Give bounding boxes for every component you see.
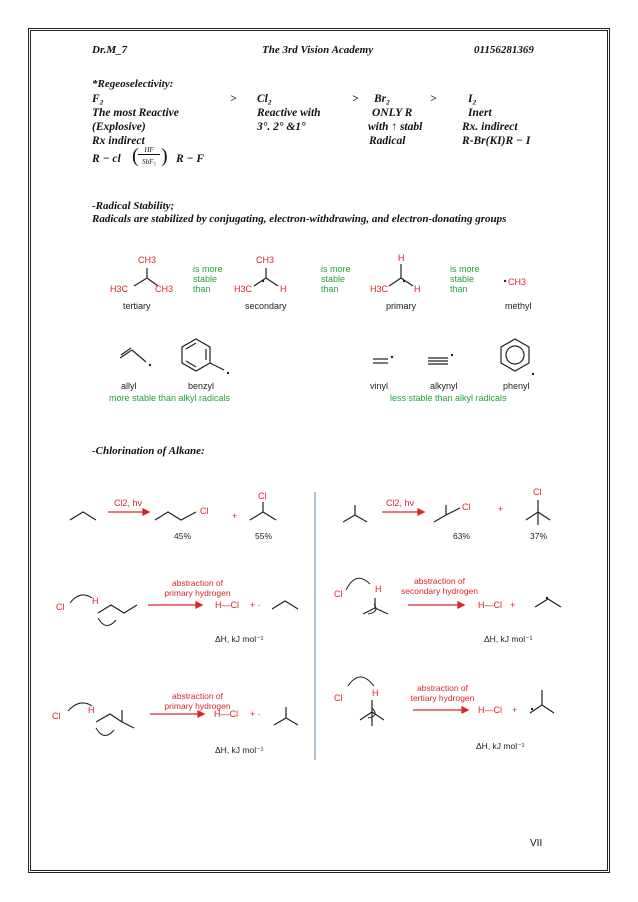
atom-h: H	[372, 688, 379, 698]
label-phenyl: phenyl	[503, 381, 530, 391]
gt-3: >	[430, 93, 437, 105]
plus-sign: +	[512, 705, 518, 715]
product-hcl: H—Cl	[215, 600, 239, 610]
atom-ch3: CH3	[138, 255, 157, 265]
more-stable-than-alkyl: more stable than alkyl radicals	[109, 393, 231, 403]
atom-methyl: CH3	[508, 277, 527, 287]
less-stable-than-alkyl: less stable than alkyl radicals	[390, 393, 507, 403]
f2-line4-left: R − cl	[92, 153, 121, 165]
abstraction-primary-2: abstraction of primary hydrogen	[164, 691, 231, 711]
label-allyl: allyl	[121, 381, 137, 391]
yield-37: 37%	[530, 531, 548, 541]
plus-sign: +	[510, 600, 516, 610]
plus-1: +	[232, 511, 238, 521]
1-chloropropane	[155, 512, 196, 520]
bond	[134, 278, 147, 286]
i2-line3: R-Br(KI)R − I	[462, 135, 531, 147]
bond	[132, 350, 146, 362]
label-secondary: secondary	[245, 301, 287, 311]
br2-line2: with ↑ stabl	[368, 121, 423, 133]
cl2-line2: 3°. 2° &1°	[257, 121, 306, 133]
atom-h: H	[414, 284, 421, 294]
cl2-line1: Reactive with	[257, 107, 321, 119]
br2-line1: ONLY R	[372, 107, 413, 119]
label-alkynyl: alkynyl	[430, 381, 458, 391]
f2-line1: The most Reactive	[92, 107, 179, 119]
bond	[210, 363, 224, 370]
product-cl: Cl	[462, 502, 471, 512]
atom-h: H	[398, 253, 405, 263]
f2-line3: Rx indirect	[92, 135, 145, 147]
yield-55: 55%	[255, 531, 273, 541]
more-stable-3: is more stable than	[450, 264, 480, 294]
product-hcl: H—Cl	[478, 600, 502, 610]
regio-title: *Regeoselectivity:	[92, 78, 174, 90]
paren-left: (	[132, 145, 139, 167]
paren-right: )	[161, 145, 168, 167]
cl-radical: Cl	[56, 602, 65, 612]
product-cl: Cl	[200, 506, 209, 516]
isopropyl-radical	[535, 599, 561, 607]
product-cl: Cl	[258, 491, 267, 501]
plus-dot: + ·	[250, 709, 261, 719]
i2-name: I₂	[468, 93, 477, 105]
chlorination-title: -Chlorination of Alkane:	[92, 445, 205, 457]
f2-name: F₂	[92, 93, 104, 105]
i2-line1: Inert	[468, 107, 492, 119]
delta-h: ΔH, kJ mol⁻¹	[215, 745, 264, 755]
delta-h: ΔH, kJ mol⁻¹	[484, 634, 533, 644]
atom-h3c: H3C	[234, 284, 253, 294]
gt-2: >	[352, 93, 359, 105]
2-chloropropane	[250, 512, 276, 520]
atom-ch3: CH3	[256, 255, 275, 265]
label-methyl: methyl	[505, 301, 532, 311]
i2-line2: Rx. indirect	[462, 121, 518, 133]
cl-radical: Cl	[52, 711, 61, 721]
bond	[254, 278, 266, 286]
product-hcl: H—Cl	[214, 709, 238, 719]
atom-h: H	[280, 284, 287, 294]
atom-h: H	[88, 705, 95, 715]
cl-radical: Cl	[334, 693, 343, 703]
abstraction-primary-1: abstraction of primary hydrogen	[164, 578, 231, 598]
page-number: VII	[530, 838, 543, 849]
br2-name: Br₂	[374, 93, 391, 105]
cl-radical: Cl	[334, 589, 343, 599]
radical-subtitle: Radicals are stabilized by conjugating, electron-withdrawing, and electron-donating groups	[92, 213, 507, 225]
atom-h: H	[375, 584, 382, 594]
product-hcl: H—Cl	[478, 705, 502, 715]
bond	[389, 278, 401, 286]
f2-catalyst-top: HF	[138, 146, 160, 155]
plus-2: +	[498, 504, 504, 514]
label-tertiary: tertiary	[123, 301, 151, 311]
yield-63: 63%	[453, 531, 471, 541]
more-stable-2: is more stable than	[321, 264, 351, 294]
propane	[70, 512, 96, 520]
yield-45: 45%	[174, 531, 192, 541]
cl2-name: Cl₂	[257, 93, 272, 105]
abstraction-tertiary: abstraction of tertiary hydrogen	[410, 683, 475, 703]
f2-catalyst-bottom: SbF₅	[142, 158, 156, 166]
header-author: Dr.M_7	[92, 44, 128, 56]
atom-h3c: H3C	[110, 284, 129, 294]
atom-h3c: H3C	[370, 284, 389, 294]
bond	[266, 278, 278, 286]
reagent-1: Cl2, hν	[114, 498, 143, 508]
radical-title: -Radical Stability;	[92, 200, 175, 212]
product-cl: Cl	[533, 487, 542, 497]
label-primary: primary	[386, 301, 417, 311]
label-benzyl: benzyl	[188, 381, 215, 391]
benzene-ring	[501, 339, 529, 371]
abstraction-secondary: abstraction of secondary hydrogen	[400, 576, 479, 596]
gt-1: >	[230, 93, 237, 105]
delta-h: ΔH, kJ mol⁻¹	[215, 634, 264, 644]
propyl-radical	[272, 601, 298, 609]
header-phone: 01156281369	[474, 44, 534, 56]
delta-h: ΔH, kJ mol⁻¹	[476, 741, 525, 751]
more-stable-1: is more stable than	[193, 264, 223, 294]
label-vinyl: vinyl	[370, 381, 389, 391]
plus-dot: + ·	[250, 600, 261, 610]
br2-line3: Radical	[369, 135, 406, 147]
f2-line4-right: R − F	[176, 153, 205, 165]
atom-h: H	[92, 596, 99, 606]
reagent-2: Cl2, hν	[386, 498, 415, 508]
header-academy: The 3rd Vision Academy	[262, 44, 374, 56]
bond	[401, 278, 413, 286]
atom-ch3: CH3	[155, 284, 174, 294]
f2-line2: (Explosive)	[92, 121, 146, 133]
